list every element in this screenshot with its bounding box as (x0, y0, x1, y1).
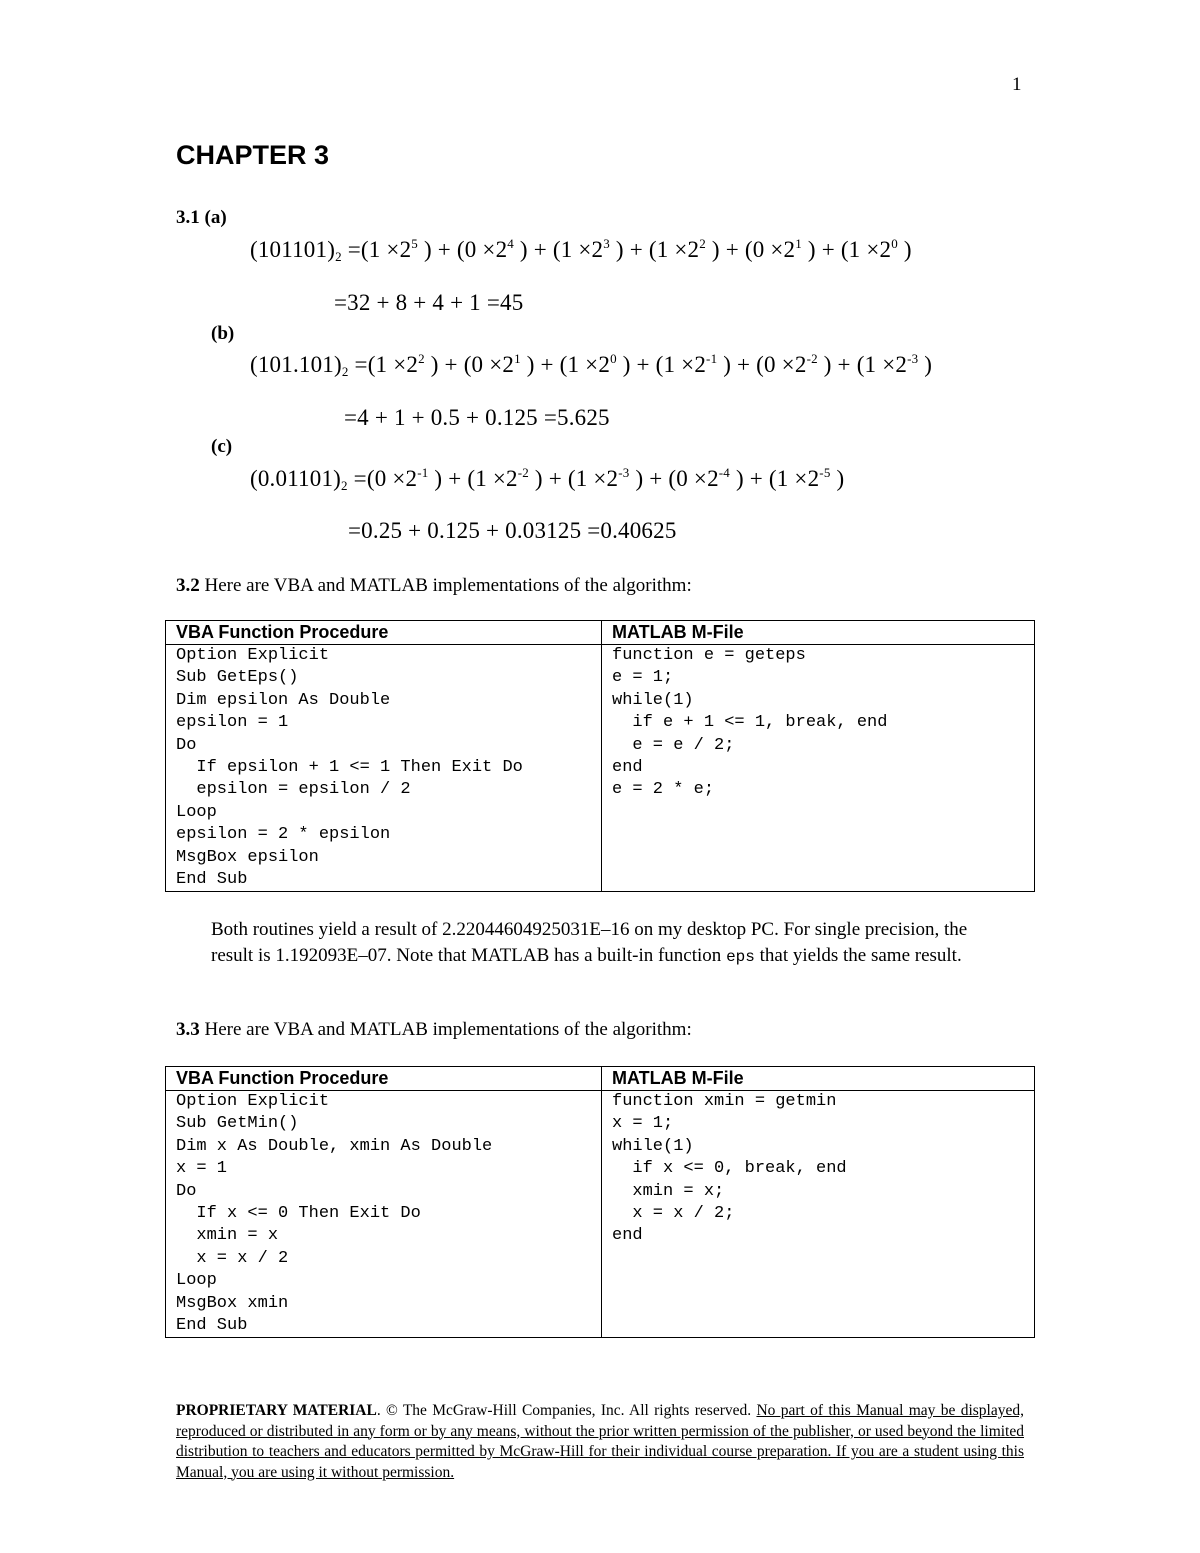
vba-code-cell (166, 645, 602, 892)
equation-plus: + (743, 466, 769, 491)
vba-header-cell (166, 621, 602, 645)
note-text-2: that yields the same result. (754, 945, 962, 966)
equation-term: (1 ×2 (567, 466, 619, 491)
equation-b-result: =4 + 1 + 0.5 + 0.125 =5.625 (344, 405, 610, 430)
equation-lhs: (101.101) (250, 352, 342, 377)
problem-3-1-c-label: (c) (211, 436, 233, 457)
equation-exponent: -1 (417, 465, 429, 480)
equation-term: (1 ×2 (840, 237, 892, 262)
code-table-3-3 (165, 1066, 1035, 1338)
equation-plus: + (438, 352, 464, 377)
equation-exponent: -2 (517, 465, 529, 480)
problem-3-3-number: 3.3 (176, 1019, 200, 1040)
problem-3-2-text: Here are VBA and MATLAB implementations of the algorithm: (199, 575, 692, 596)
proprietary-footer (176, 1401, 1024, 1483)
equation-plus: + (534, 352, 560, 377)
equation-exponent: 2 (418, 351, 425, 366)
problem-3-2-number: 3.2 (176, 575, 200, 596)
equation-term-close: ) (801, 237, 816, 262)
page-number: 1 (1012, 74, 1022, 95)
equation-plus: + (630, 352, 656, 377)
equation-base: 2 (335, 249, 342, 264)
vba-code-cell (166, 1091, 602, 1338)
equation-term: (0 ×2 (668, 466, 719, 491)
equation-plus: + (731, 352, 757, 377)
equation-term: (1 ×2 (467, 466, 518, 491)
equation-exponent: 1 (514, 351, 521, 366)
equation-term-close: ) (616, 352, 631, 377)
matlab-header: MATLAB M-File (612, 622, 744, 642)
equation-term-close: ) (629, 466, 644, 491)
problem-3-1-a-label: 3.1 (a) (176, 207, 227, 228)
equation-plus: + (542, 466, 568, 491)
problem-3-3-text: Here are VBA and MATLAB implementations of the algorithm: (199, 1019, 692, 1040)
equation-a-result: =32 + 8 + 4 + 1 =45 (334, 290, 524, 315)
equation-term-close: ) (424, 352, 439, 377)
equation-equals: = (348, 352, 368, 377)
equation-term: (1 ×2 (360, 237, 412, 262)
equation-base: 2 (341, 364, 349, 379)
equation-term: (0 ×2 (463, 352, 515, 377)
problem-3-3-intro (176, 1019, 692, 1041)
vba-header: VBA Function Procedure (176, 1068, 389, 1088)
footer-plain: . © The McGraw-Hill Companies, Inc. All rights reserved. (376, 1402, 757, 1419)
equation-exponent: -3 (618, 465, 630, 480)
equation-exponent: 1 (795, 236, 802, 251)
note-inline-code: eps (726, 948, 755, 966)
equation-exponent: -3 (907, 351, 919, 366)
equation-plus: + (643, 466, 669, 491)
problem-3-2-intro (176, 575, 692, 597)
equation-exponent: 4 (507, 236, 514, 251)
vba-header-cell (166, 1067, 602, 1091)
equation-equals: = (341, 237, 361, 262)
equation-lhs: (0.01101) (250, 466, 342, 491)
equation-term: (1 ×2 (856, 352, 908, 377)
equation-term-close: ) (830, 466, 845, 491)
equation-c-result: =0.25 + 0.125 + 0.03125 =0.40625 (348, 518, 677, 543)
equation-exponent: -5 (819, 465, 831, 480)
equation-plus: + (831, 352, 857, 377)
equation-plus: + (442, 466, 468, 491)
equation-term: (1 ×2 (648, 237, 700, 262)
footer-bold: PROPRIETARY MATERIAL (176, 1402, 377, 1419)
equation-base: 2 (341, 478, 348, 493)
equation-term: (1 ×2 (367, 352, 419, 377)
equation-term: (1 ×2 (559, 352, 611, 377)
equation-plus: + (527, 237, 553, 262)
footer-underlined: No part of this Manual may be displayed, reproduced or distributed in any form or by any means, without the prior written permission of the publisher, or used beyond the limited distribution to teachers and educators permitted by McGraw-Hill for their individual course preparation. If you are a student using this Manual, you are using it without permission. (176, 1402, 1024, 1481)
vba-code: Option Explicit Sub GetEps() Dim epsilon As Double epsilon = 1 Do If epsilon + 1 <= 1 Then Exit Do epsilon = epsilon / 2 Loop epsilon = 2 * epsilon MsgBox epsilon End Sub (176, 646, 523, 890)
matlab-header: MATLAB M-File (612, 1068, 744, 1088)
equation-exponent: 0 (891, 236, 898, 251)
equation-exponent: -2 (806, 351, 818, 366)
equation-a (250, 236, 912, 265)
equation-term: (0 ×2 (756, 352, 807, 377)
equation-term: (0 ×2 (744, 237, 796, 262)
equation-term-close: ) (730, 466, 744, 491)
equation-exponent: 3 (603, 236, 610, 251)
equation-term: (1 ×2 (552, 237, 604, 262)
equation-lhs: (101101) (250, 237, 336, 262)
equation-plus: + (431, 237, 457, 262)
equation-equals: = (347, 466, 367, 491)
equation-term-close: ) (705, 237, 720, 262)
vba-header: VBA Function Procedure (176, 622, 389, 642)
equation-term: (1 ×2 (768, 466, 820, 491)
matlab-code: function xmin = getmin x = 1; while(1) if x <= 0, break, end xmin = x; x = x / 2; end (612, 1092, 847, 1246)
matlab-code-cell (602, 645, 1035, 892)
equation-exponent: -4 (718, 465, 731, 480)
equation-term: (0 ×2 (456, 237, 508, 262)
equation-term-close: ) (520, 352, 535, 377)
chapter-title: CHAPTER 3 (176, 140, 330, 170)
problem-3-1-b-label: (b) (211, 323, 235, 344)
matlab-header-cell (602, 1067, 1035, 1091)
matlab-code: function e = geteps e = 1; while(1) if e + 1 <= 1, break, end e = e / 2; end e = 2 * e; (612, 646, 888, 800)
equation-plus: + (623, 237, 649, 262)
note-text-1: Both routines yield a result of 2.22044604925031E–16 on my desktop PC. For single precision, the result is 1.192093E–07. Note that MATLAB has a built-in function (211, 919, 968, 966)
equation-term-close: ) (528, 466, 543, 491)
equation-term-close: ) (897, 237, 912, 262)
equation-b (250, 351, 932, 380)
code-table-3-2 (165, 620, 1035, 892)
problem-3-2-note (211, 917, 1011, 970)
equation-exponent: -1 (706, 351, 718, 366)
equation-term-close: ) (817, 352, 832, 377)
equation-exponent: 2 (699, 236, 706, 251)
equation-plus: + (719, 237, 745, 262)
equation-term-close: ) (717, 352, 732, 377)
matlab-code-cell (602, 1091, 1035, 1338)
equation-term-close: ) (418, 237, 432, 262)
equation-term-close: ) (428, 466, 443, 491)
vba-code: Option Explicit Sub GetMin() Dim x As Double, xmin As Double x = 1 Do If x <= 0 Then Exit Do xmin = x x = x / 2 Loop MsgBox xmin End Sub (176, 1092, 493, 1336)
equation-term-close: ) (918, 352, 933, 377)
equation-term: (1 ×2 (655, 352, 707, 377)
equation-term-close: ) (513, 237, 528, 262)
equation-term-close: ) (609, 237, 624, 262)
equation-exponent: 0 (610, 351, 617, 366)
equation-c (250, 465, 844, 494)
equation-term: (0 ×2 (366, 466, 418, 491)
matlab-header-cell (602, 621, 1035, 645)
equation-plus: + (815, 237, 841, 262)
equation-exponent: 5 (411, 236, 418, 251)
